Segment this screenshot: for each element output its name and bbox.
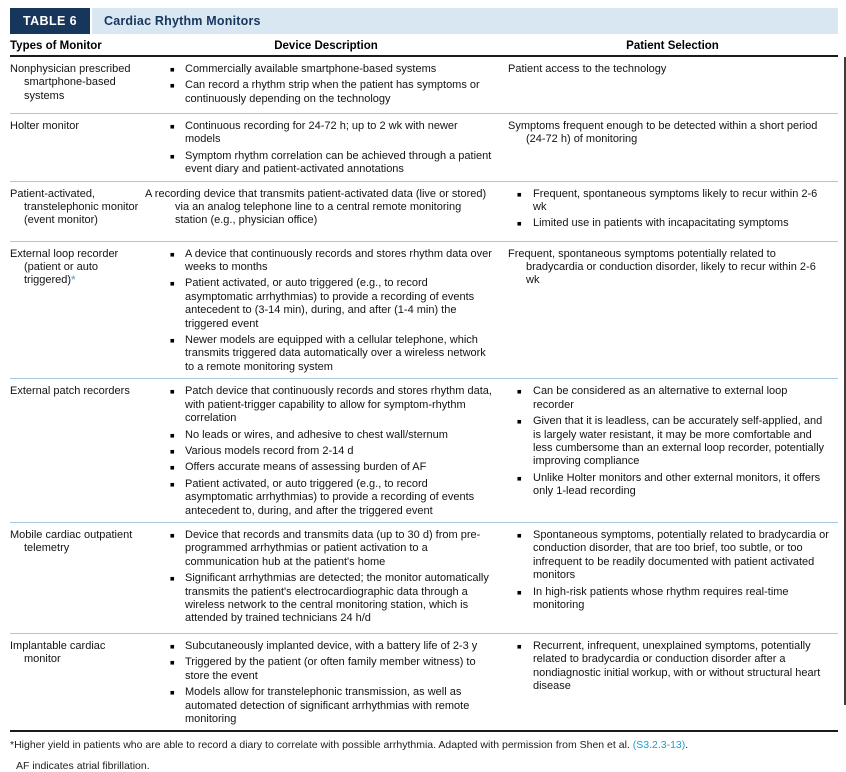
device-text: A recording device that transmits patient-activated data (live or stored) via an analog telephone line to a central remote monitoring station (e.g., physician office) xyxy=(145,187,487,227)
list-item xyxy=(170,277,495,331)
bullet-square-icon: ■ xyxy=(170,122,175,131)
list-item xyxy=(170,461,495,474)
table-row-event-monitor xyxy=(10,182,838,242)
bullet-text: Recurrent, infrequent, unexplained symptoms, potentially related to bradycardia or conduction disorder after a nondiagnostic initial workup, with or without structural heart disease xyxy=(533,639,821,693)
bullet-text: Various models record from 2-14 d xyxy=(185,444,354,457)
monitor-type-cell xyxy=(10,120,145,177)
bullet-text: Patch device that continuously records and stores rhythm data, with patient-trigger capability to allow for symptom-rhythm correlation xyxy=(185,385,492,425)
device-description-cell xyxy=(145,640,507,726)
table-header xyxy=(10,8,838,34)
monitor-type-label: External patch recorders xyxy=(10,385,130,398)
list-item xyxy=(170,640,495,653)
footnote-suffix: . xyxy=(685,739,689,752)
list-item xyxy=(170,478,495,518)
device-bullet-list xyxy=(145,385,495,518)
bullet-text: Given that it is leadless, can be accurately self-applied, and is largely water resistant, it may be more comfortable and less cumbersome than an external loop recorder, potentially improving compliance xyxy=(533,415,825,468)
bullet-square-icon: ■ xyxy=(170,479,175,489)
bullet-text: Continuous recording for 24-72 h; up to 2 wk with newer models xyxy=(185,120,458,146)
device-description-cell xyxy=(145,385,507,518)
device-description-cell xyxy=(145,188,507,237)
table-row-external-patch-recorders xyxy=(10,379,838,523)
bullet-text: Subcutaneously implanted device, with a battery life of 2-3 y xyxy=(185,639,478,652)
monitor-type-cell xyxy=(10,248,145,375)
monitor-type-label: Patient-activated, transtelephonic monitor (event monitor) xyxy=(10,187,139,227)
device-description-cell xyxy=(145,120,507,177)
selection-bullet-list xyxy=(507,640,830,694)
bullet-text: Limited use in patients with incapacitating symptoms xyxy=(533,217,789,230)
list-item xyxy=(170,572,495,626)
device-description-cell xyxy=(145,63,507,109)
patient-selection-cell xyxy=(507,529,838,629)
bullet-square-icon: ■ xyxy=(170,688,175,698)
list-item xyxy=(517,217,830,230)
column-header-device-description: Device Description xyxy=(274,40,378,52)
bullet-text: A device that continuously records and stores rhythm data over weeks to months xyxy=(185,247,492,274)
bullet-text: Device that records and transmits data (up to 30 d) from pre-programmed arrhythmias or patient activation to a communication hub at the patient's home xyxy=(185,528,481,568)
monitor-type-label: Nonphysician prescribed smartphone-based systems xyxy=(10,63,131,102)
patient-selection-cell xyxy=(507,188,838,237)
bullet-text: Significant arrhythmias are detected; the monitor automatically transmits the patient's electrocardiographic data through a wireless network to the central monitoring station, which is attended by trained technicians 24 h/d xyxy=(185,572,489,625)
bullet-text: Triggered by the patient (or often family member witness) to store the event xyxy=(185,656,476,682)
list-item xyxy=(170,150,495,177)
list-item xyxy=(517,385,830,412)
bullet-square-icon: ■ xyxy=(170,463,175,473)
bullet-square-icon: ■ xyxy=(170,65,175,74)
selection-bullet-list xyxy=(507,529,830,612)
table-row-smartphone-systems xyxy=(10,57,838,114)
bullet-square-icon: ■ xyxy=(517,641,522,651)
bullet-text: Unlike Holter monitors and other external monitors, it offers only 1-lead recording xyxy=(533,471,821,498)
table-number-label: TABLE 6 xyxy=(10,8,90,34)
bullet-text: No leads or wires, and adhesive to chest wall/sternum xyxy=(185,428,448,441)
device-bullet-list xyxy=(145,120,495,177)
monitor-type-label: External loop recorder (patient or auto triggered) xyxy=(10,247,119,287)
list-item xyxy=(170,63,495,76)
column-header-row xyxy=(10,40,838,57)
list-item xyxy=(517,415,830,469)
monitor-type-label: Implantable cardiac monitor xyxy=(10,639,106,666)
bullet-text: Spontaneous symptoms, potentially related to bradycardia or conduction disorder, that are too brief, too subtle, or too infrequent to be readily documented with patient activated monitors xyxy=(533,528,829,582)
patient-selection-cell xyxy=(507,385,838,518)
list-item xyxy=(170,429,495,442)
bullet-square-icon: ■ xyxy=(170,574,175,584)
device-description-cell xyxy=(145,529,507,629)
bullet-text: Symptom rhythm correlation can be achieved through a patient event diary and patient-activated annotations xyxy=(185,149,492,176)
bullet-square-icon: ■ xyxy=(517,219,522,229)
monitor-type-cell xyxy=(10,63,145,109)
bullet-square-icon: ■ xyxy=(170,446,175,456)
bullet-text: Frequent, spontaneous symptoms likely to recur within 2-6 wk xyxy=(533,187,818,214)
table-row-implantable-cardiac-monitor xyxy=(10,634,838,732)
footnote-text: *Higher yield in patients who are able to record a diary to correlate with possible arrhythmia. Adapted with permission from Shen et al. xyxy=(10,739,633,752)
patient-selection-cell xyxy=(507,640,838,726)
bullet-square-icon: ■ xyxy=(517,189,522,199)
device-bullet-list xyxy=(145,248,495,375)
monitor-type-label: Mobile cardiac outpatient telemetry xyxy=(10,528,133,555)
footnote-marker: * xyxy=(71,274,76,287)
bullet-square-icon: ■ xyxy=(170,658,175,668)
selection-bullet-list xyxy=(507,385,830,498)
table-row-external-loop-recorder xyxy=(10,242,838,380)
selection-text: Frequent, spontaneous symptoms potentially related to bradycardia or conduction disorder, likely to recur within 2-6 wk xyxy=(508,247,816,287)
bullet-text: Can be considered as an alternative to external loop recorder xyxy=(533,385,788,411)
device-bullet-list xyxy=(145,640,495,726)
bullet-text: Patient activated, or auto triggered (e.g., to record asymptomatic arrhythmias) to provide a recording of events antecedent to (3-14 min), during, and after (1-4 min) the triggered event xyxy=(185,277,475,330)
monitor-type-cell xyxy=(10,188,145,237)
list-item xyxy=(170,79,495,106)
bullet-square-icon: ■ xyxy=(170,81,175,91)
selection-text: Symptoms frequent enough to be detected within a short period (24-72 h) of monitoring xyxy=(508,120,818,146)
column-header-types-of-monitor: Types of Monitor xyxy=(10,40,102,52)
table-row-holter-monitor xyxy=(10,114,838,182)
bullet-text: Can record a rhythm strip when the patient has symptoms or continuously depending on the technology xyxy=(185,79,480,105)
citation-link[interactable]: (S3.2.3-13) xyxy=(632,739,686,752)
bullet-square-icon: ■ xyxy=(170,249,175,259)
bullet-text: Patient activated, or auto triggered (e.g., to record asymptomatic arrhythmias) to provide a recording of events antecedent to, during, and after the triggered event xyxy=(185,477,475,517)
table-row-mobile-cardiac-telemetry xyxy=(10,523,838,634)
list-item xyxy=(170,120,495,147)
list-item xyxy=(170,248,495,275)
device-bullet-list xyxy=(145,529,495,626)
bullet-square-icon: ■ xyxy=(170,151,175,161)
list-item xyxy=(170,334,495,374)
list-item xyxy=(170,445,495,458)
monitor-type-cell xyxy=(10,529,145,629)
bullet-square-icon: ■ xyxy=(170,430,175,440)
column-header-patient-selection: Patient Selection xyxy=(626,40,719,52)
device-bullet-list xyxy=(145,63,495,106)
bullet-square-icon: ■ xyxy=(170,336,175,346)
bullet-square-icon: ■ xyxy=(170,530,175,540)
table-title: Cardiac Rhythm Monitors xyxy=(92,8,838,34)
monitor-type-cell xyxy=(10,385,145,518)
bullet-text: Commercially available smartphone-based systems xyxy=(185,63,437,75)
footnote-asterisk xyxy=(10,739,838,751)
monitor-type-cell xyxy=(10,640,145,726)
bullet-square-icon: ■ xyxy=(517,473,522,483)
bullet-square-icon: ■ xyxy=(517,587,522,597)
bullet-text: In high-risk patients whose rhythm requires real-time monitoring xyxy=(533,585,789,611)
list-item xyxy=(170,529,495,569)
patient-selection-cell xyxy=(507,63,838,109)
device-description-cell xyxy=(145,248,507,375)
list-item xyxy=(517,188,830,215)
bullet-square-icon: ■ xyxy=(170,641,175,651)
bullet-square-icon: ■ xyxy=(170,279,175,289)
list-item xyxy=(517,586,830,613)
bullet-text: Models allow for transtelephonic transmission, as well as automated detection of significant arrhythmias with remote monitoring xyxy=(185,686,470,725)
patient-selection-cell xyxy=(507,120,838,177)
bullet-square-icon: ■ xyxy=(170,387,175,397)
selection-bullet-list xyxy=(507,188,830,231)
bullet-square-icon: ■ xyxy=(517,387,522,397)
selection-text: Patient access to the technology xyxy=(508,63,667,75)
bullet-square-icon: ■ xyxy=(517,417,522,427)
monitor-type-label: Holter monitor xyxy=(10,120,80,132)
list-item xyxy=(517,529,830,583)
list-item xyxy=(517,472,830,499)
list-item xyxy=(170,686,495,726)
bullet-text: Offers accurate means of assessing burden of AF xyxy=(185,461,427,474)
list-item xyxy=(170,385,495,425)
patient-selection-cell xyxy=(507,248,838,375)
list-item xyxy=(170,656,495,683)
list-item xyxy=(517,640,830,694)
bullet-square-icon: ■ xyxy=(517,530,522,540)
bullet-text: Newer models are equipped with a cellular telephone, which transmits triggered data automatically over a wireless network to a remote monitoring system xyxy=(185,334,486,373)
footnote-abbreviation: AF indicates atrial fibrillation. xyxy=(16,760,150,772)
